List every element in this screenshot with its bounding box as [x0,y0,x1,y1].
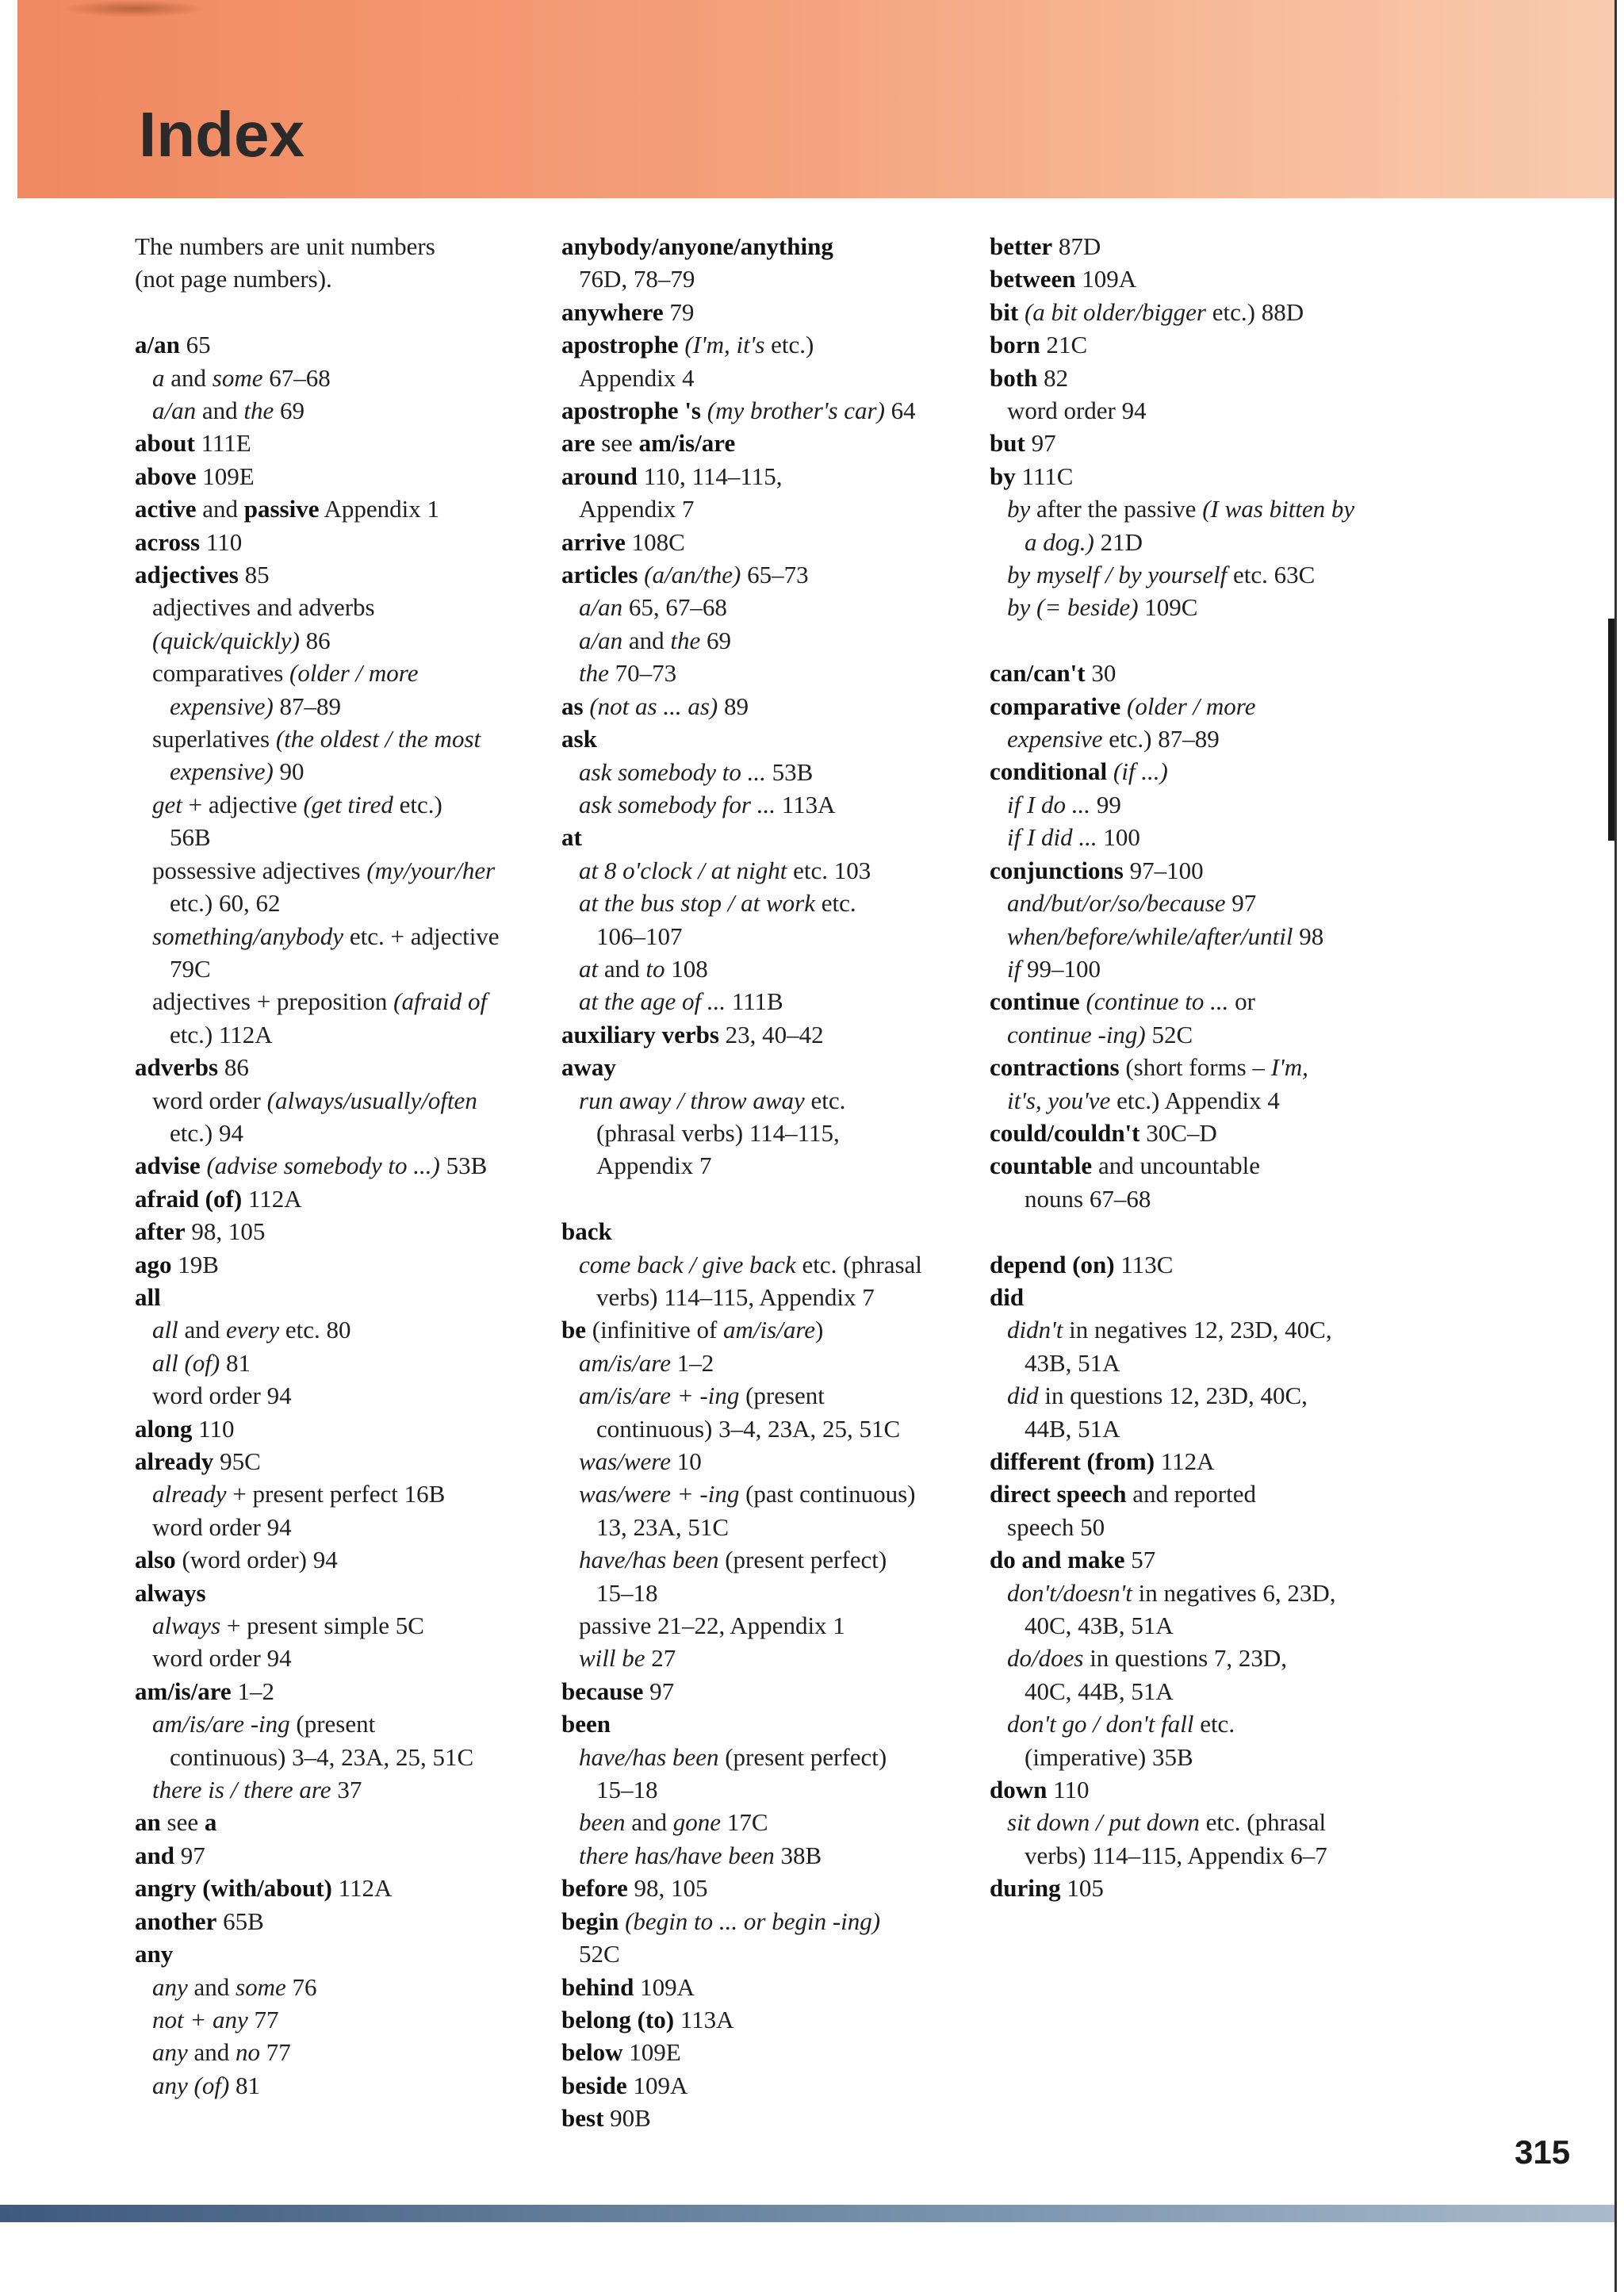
index-subentry: always + present simple 5C [152,1612,424,1640]
index-subentry: 79C [170,954,211,983]
index-entry: countable and uncountable [990,1152,1260,1180]
index-entry: different (from) 112A [990,1447,1215,1475]
index-subentry: didn't in negatives 12, 23D, 40C, [1007,1316,1332,1344]
index-subentry: been and gone 17C [579,1808,768,1837]
index-entry: an see a [135,1808,217,1837]
index-entry: advise (advise somebody to ...) 53B [135,1152,488,1180]
index-entry: continue -ing) 52C [1007,1020,1193,1048]
index-entry: bit (a bit older/bigger etc.) 88D [990,297,1304,326]
index-subentry: am/is/are -ing (present [152,1710,376,1738]
index-subentry: word order 94 [152,1644,292,1673]
index-entry: any [135,1940,174,1968]
index-subentry: a/an and the 69 [579,626,732,654]
index-subentry: 40C, 43B, 51A [1025,1612,1174,1640]
index-gap [990,624,1418,657]
index-entry: all [135,1282,161,1311]
index-entry: anybody/anyone/anything [561,232,833,260]
index-subentry: at 8 o'clock / at night etc. 103 [579,856,871,884]
index-entry: The numbers are unit numbers [135,232,435,260]
index-entry: down 110 [990,1776,1090,1804]
index-entry: apostrophe (I'm, it's etc.) [561,331,814,359]
index-entry: at [561,823,582,852]
index-subentry: all and every etc. 80 [152,1316,351,1344]
index-subentry: run away / throw away etc. [579,1086,846,1114]
index-subentry: Appendix 7 [596,1152,712,1180]
index-entry: born 21C [990,331,1088,359]
index-entry: because 97 [561,1677,675,1705]
index-subentry: any and no 77 [152,2038,291,2067]
index-entry: did [990,1282,1025,1311]
index-entry: (not page numbers). [135,265,332,293]
index-entry: been [561,1710,611,1738]
index-subentry: word order 94 [152,1512,292,1541]
index-entry: around 110, 114–115, [561,462,783,490]
index-gap [561,1182,990,1215]
index-entry: before 98, 105 [561,1874,708,1903]
index-entry: conditional (if ...) [990,757,1168,786]
index-entry: ask [561,725,597,753]
index-subentry: superlatives (the oldest / the most [152,725,481,753]
index-entry: do and make 57 [990,1546,1156,1574]
index-subentry: any and some 76 [152,1972,317,2001]
index-column-2 [561,230,990,2135]
index-subentry: 40C, 44B, 51A [1025,1677,1174,1705]
index-entry: comparative (older / more [990,692,1256,720]
index-entry: Appendix 7 [579,495,695,523]
index-subentry: by (= beside) 109C [1007,593,1198,622]
index-entry: afraid (of) 112A [135,1184,302,1213]
index-subentry: when/before/while/after/until 98 [1007,922,1324,950]
index-subentry: word order 94 [152,1382,292,1410]
index-entry: 52C [579,1940,620,1968]
index-subentry: (phrasal verbs) 114–115, [596,1118,840,1147]
index-subentry: 13, 23A, 51C [596,1512,730,1541]
index-subentry: already + present perfect 16B [152,1480,446,1508]
index-subentry: will be 27 [579,1644,676,1673]
index-subentry: at the age of ... 111B [579,987,783,1016]
index-subentry: continuous) 3–4, 23A, 25, 51C [170,1742,474,1771]
index-subentry: have/has been (present perfect) [579,1742,887,1771]
index-entry: angry (with/about) 112A [135,1874,393,1903]
index-entry: continue (continue to ... or [990,987,1255,1016]
index-subentry: don't/doesn't in negatives 6, 23D, [1007,1578,1336,1607]
index-gap [990,1215,1418,1248]
index-subentry: expensive) 90 [170,757,304,786]
index-subentry: have/has been (present perfect) [579,1546,887,1574]
index-subentry: 44B, 51A [1025,1414,1120,1443]
index-subentry: adjectives and adverbs [152,593,375,622]
index-entry: between 109A [990,265,1137,293]
index-entry: both 82 [990,363,1069,392]
index-subentry: etc.) 112A [170,1020,273,1048]
index-entry: best 90B [561,2104,651,2133]
index-subentry: don't go / don't fall etc. [1007,1710,1235,1738]
index-subentry: 15–18 [596,1776,658,1804]
index-subentry: any (of) 81 [152,2071,261,2099]
index-entry: 76D, 78–79 [579,265,695,293]
index-entry: nouns 67–68 [1025,1184,1151,1213]
index-entry: conjunctions 97–100 [990,856,1204,884]
index-entry: back [561,1217,612,1246]
index-entry: along 110 [135,1414,235,1443]
index-entry: ago 19B [135,1250,219,1278]
index-subentry: and/but/or/so/because 97 [1007,889,1257,918]
index-entry: away [561,1053,616,1082]
index-subentry: a and some 67–68 [152,363,331,392]
index-entry: direct speech and reported [990,1480,1257,1508]
index-subentry: passive 21–22, Appendix 1 [579,1612,845,1640]
index-entry: be (infinitive of am/is/are) [561,1316,824,1344]
index-subentry: am/is/are 1–2 [579,1348,714,1377]
index-subentry: 106–107 [596,922,683,950]
index-entry: already 95C [135,1447,261,1476]
index-subentry: did in questions 12, 23D, 40C, [1007,1382,1308,1410]
index-subentry: expensive) 87–89 [170,692,342,720]
index-subentry: am/is/are + -ing (present [579,1382,825,1410]
index-entry: am/is/are 1–2 [135,1677,274,1705]
index-entry: adverbs 86 [135,1053,249,1082]
index-entry: contractions (short forms – I'm, [990,1053,1308,1082]
index-subentry: at and to 108 [579,954,708,983]
index-subentry: was/were 10 [579,1447,702,1476]
page-title: Index [139,99,304,170]
index-entry: anywhere 79 [561,297,695,326]
index-column-1 [135,230,555,2102]
index-subentry: something/anybody etc. + adjective [152,922,500,950]
index-subentry: ask somebody for ... 113A [579,790,836,818]
index-subentry: there is / there are 37 [152,1776,362,1804]
index-subentry: verbs) 114–115, Appendix 6–7 [1025,1841,1327,1869]
index-entry: begin (begin to ... or begin -ing) [561,1907,881,1935]
index-subentry: if I do ... 99 [1007,790,1121,818]
index-subentry: 43B, 51A [1025,1348,1120,1377]
index-subentry: if 99–100 [1007,954,1101,983]
index-entry: and 97 [135,1841,205,1869]
index-entry: it's, you've etc.) Appendix 4 [1007,1086,1280,1114]
index-entry: but 97 [990,429,1056,458]
index-gap [135,296,555,328]
index-entry: beside 109A [561,2071,688,2099]
index-subentry: there has/have been 38B [579,1841,822,1869]
index-subentry: a/an 65, 67–68 [579,593,727,622]
page-edge [1614,0,1624,2292]
index-entry: during 105 [990,1874,1104,1903]
index-entry: active and passive Appendix 1 [135,495,440,523]
index-subentry: sit down / put down etc. (phrasal [1007,1808,1327,1837]
index-subentry: do/does in questions 7, 23D, [1007,1644,1288,1673]
index-entry: depend (on) 113C [990,1250,1174,1278]
index-entry: can/can't 30 [990,659,1116,688]
index-entry: behind 109A [561,1972,695,2001]
index-subentry: was/were + -ing (past continuous) [579,1480,916,1508]
index-entry: also (word order) 94 [135,1546,338,1574]
index-entry: expensive etc.) 87–89 [1007,725,1220,753]
index-subentry: not + any 77 [152,2005,279,2033]
index-entry: after 98, 105 [135,1217,266,1246]
index-entry: auxiliary verbs 23, 40–42 [561,1020,824,1048]
index-entry: below 109E [561,2038,681,2067]
index-entry: speech 50 [1007,1512,1105,1541]
index-entry: arrive 108C [561,527,685,556]
index-subentry: at the bus stop / at work etc. [579,889,856,918]
index-entry: could/couldn't 30C–D [990,1118,1217,1147]
index-subentry: 56B [170,823,211,852]
index-subentry: all (of) 81 [152,1348,251,1377]
index-subentry: word order (always/usually/often [152,1086,477,1114]
index-entry: belong (to) 113A [561,2005,734,2033]
index-entry: better 87D [990,232,1101,260]
index-subentry: come back / give back etc. (phrasal [579,1250,922,1278]
page-number: 315 [1515,2133,1571,2171]
index-column-3 [990,230,1418,1905]
index-entry: across 110 [135,527,243,556]
index-subentry: etc.) 94 [170,1118,243,1147]
index-entry: always [135,1578,206,1607]
index-subentry: get + adjective (get tired etc.) [152,790,442,818]
index-entry: apostrophe 's (my brother's car) 64 [561,397,916,425]
header-shadow [63,0,206,17]
index-subentry: word order 94 [1007,397,1147,425]
index-subentry: continuous) 3–4, 23A, 25, 51C [596,1414,901,1443]
index-subentry: by myself / by yourself etc. 63C [1007,561,1316,589]
index-subentry: by after the passive (I was bitten by [1007,495,1355,523]
index-subentry: comparatives (older / more [152,659,419,688]
index-subentry: ask somebody to ... 53B [579,757,814,786]
index-entry: Appendix 4 [579,363,695,392]
index-entry: a/an 65 [135,331,211,359]
index-entry: about 111E [135,429,251,458]
index-subentry: possessive adjectives (my/your/her [152,856,496,884]
index-entry: are see am/is/are [561,429,736,458]
index-entry: adjectives 85 [135,561,270,589]
index-entry: another 65B [135,1907,264,1935]
index-entry: by 111C [990,462,1074,490]
index-subentry: 15–18 [596,1578,658,1607]
index-subentry: (quick/quickly) 86 [152,626,331,654]
index-subentry: (imperative) 35B [1025,1742,1193,1771]
index-entry: as (not as ... as) 89 [561,692,749,720]
index-subentry: a/an and the 69 [152,397,305,425]
index-subentry: etc.) 60, 62 [170,889,281,918]
index-subentry: a dog.) 21D [1025,527,1143,556]
index-subentry: verbs) 114–115, Appendix 7 [596,1282,875,1311]
index-entry: articles (a/an/the) 65–73 [561,561,809,589]
index-entry: above 109E [135,462,255,490]
index-subentry: the 70–73 [579,659,677,688]
footer-bar [0,2205,1614,2222]
index-subentry: if I did ... 100 [1007,823,1140,852]
index-subentry: adjectives + preposition (afraid of [152,987,488,1016]
